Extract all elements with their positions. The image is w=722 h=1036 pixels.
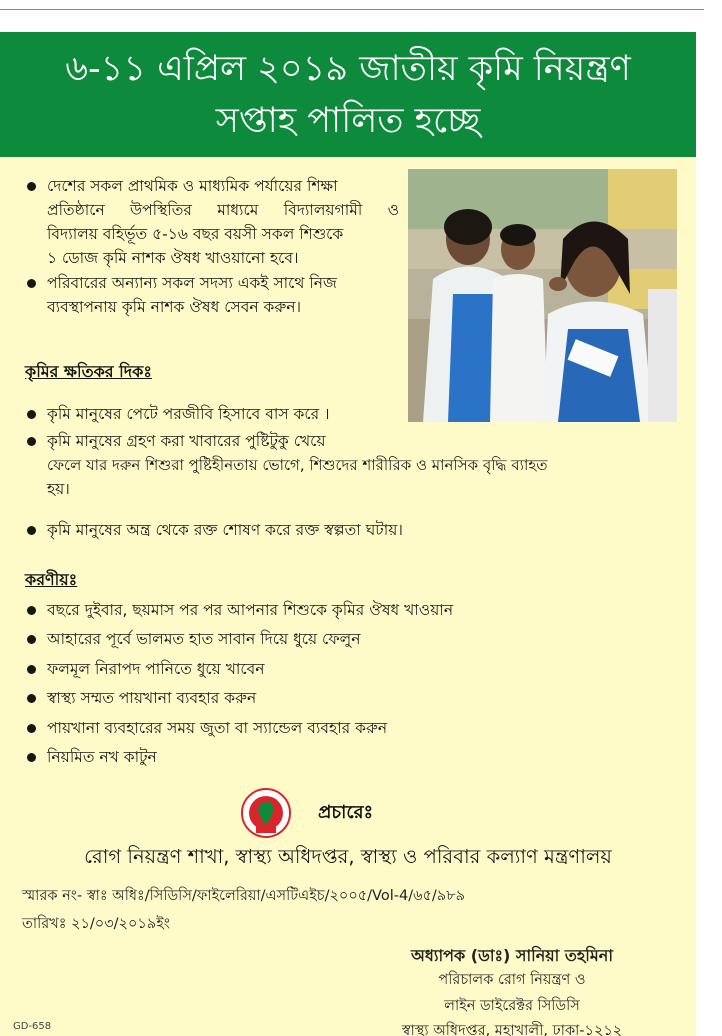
todo-bullet [47,627,677,651]
headline-line-1: ৬-১১ এপ্রিল ২০১৯ জাতীয় কৃমি নিয়ন্ত্রণ [65,49,631,89]
deworming-photo [408,169,677,422]
text-line: প্রতিষ্ঠানে উপস্থিতির মাধ্যমে বিদ্যালয়গামী ও [47,201,399,219]
text-line: বছরে দুইবার, ছয়মাস পর পর আপনার শিশুকে কৃমির ঔষধ খাওয়ান [47,601,454,619]
department-line: রোগ নিয়ন্ত্রণ শাখা, স্বাস্থ্য অধিদপ্তর, স্বাস্থ্য ও পরিবার কল্যাণ মন্ত্রণালয় [84,845,612,868]
bullet-dot [27,410,36,419]
text-line: ফলমূল নিরাপদ পানিতে ধুয়ে খাবেন [47,660,265,678]
bullet-dot [27,279,36,288]
ad-code: GD-658 [13,1021,52,1032]
todo-bullet [47,745,677,769]
signatory-name: অধ্যাপক (ডাঃ) সানিয়া তহমিনা [411,946,613,965]
text-line: পায়খানা ব্যবহারের সময় জুতা বা স্যান্ডেল ব্যবহার করুন [47,719,388,737]
headline-banner [0,32,696,157]
government-seal-icon [241,788,291,838]
text-line: পরিবারের অন্যান্য সকল সদস্য একই সাথে নিজ [47,274,337,292]
text-line: স্বাস্থ্য সম্মত পায়খানা ব্যবহার করুন [47,689,257,707]
signatory-title-1: পরিচালক রোগ নিয়ন্ত্রণ ও [438,972,586,988]
headline-line-2: সপ্তাহ পালিত হচ্ছে [215,101,481,141]
text-line: আহারের পূর্বে ভালমত হাত সাবান দিয়ে ধুয়ে ফেলুন [47,630,361,648]
todo-title: করণীয়ঃ [25,570,78,589]
bullet-dot [27,665,36,674]
text-line: বিদ্যালয় বহির্ভূত ৫-১৬ বছর বয়সী সকল শিশুকে [47,225,344,243]
harm-bullet [47,402,667,426]
text-line: ফেলে যার দরুন শিশুরা পুষ্টিহীনতায় ভোগে, শিশুদের শারীরিক ও মানসিক বৃদ্ধি ব্যাহত [47,456,548,474]
signatory-address: স্বাস্থ্য অধিদপ্তর, মহাখালী, ঢাকা-১২১২ [401,1023,623,1036]
todo-bullet [47,598,677,622]
harms-title: কৃমির ক্ষতিকর দিকঃ [25,362,152,381]
text-line: ব্যবস্থাপনায় কৃমি নাশক ঔষধ সেবন করুন। [47,298,302,316]
notice-poster [0,32,696,1036]
text-line: ১ ডোজ কৃমি নাশক ঔষধ খাওয়ানো হবে। [47,249,299,267]
todo-bullet [47,686,677,710]
bullet-dot [27,606,36,615]
bullet-dot [27,753,36,762]
text-line: হয়। [47,480,70,498]
text-line: দেশের সকল প্রাথমিক ও মাধ্যমিক পর্যায়ের শিক্ষা [47,177,338,195]
promotion-label: প্রচারেঃ [318,802,374,823]
memo-date: তারিখঃ ২১/০৩/২০১৯ইং [22,916,170,932]
text-line: কৃমি মানুষের গ্রহণ করা খাবারের পুষ্টিটুকু খেয়ে [47,432,326,450]
bullet-dot [27,526,36,535]
bullet-dot [27,437,36,446]
harm-bullet [47,518,677,542]
top-rule [0,9,704,10]
text-line: কৃমি মানুষের পেটে পরজীবি হিসাবে বাস করে । [47,405,330,423]
harm-bullet [47,429,677,501]
bullet-dot [27,635,36,644]
signatory-title-2: লাইন ডাইরেক্টর সিডিসি [444,998,580,1014]
intro-bullet [47,174,399,270]
text-line: নিয়মিত নখ কাটুন [47,748,157,766]
intro-bullet [47,271,399,319]
todo-bullet [47,657,677,681]
bullet-dot [27,694,36,703]
text-line: কৃমি মানুষের অন্ত্র থেকে রক্ত শোষণ করে রক্ত স্বল্পতা ঘটায়। [47,521,403,539]
bullet-dot [27,724,36,733]
memo-number: স্মারক নং- স্বাঃ অধিঃ/সিডিসি/ফাইলেরিয়া/এসটিএইচ/২০০৫/Vol-4/৬৫/৯৮৯ [22,888,466,904]
todo-bullet [47,716,677,740]
bullet-dot [27,182,36,191]
